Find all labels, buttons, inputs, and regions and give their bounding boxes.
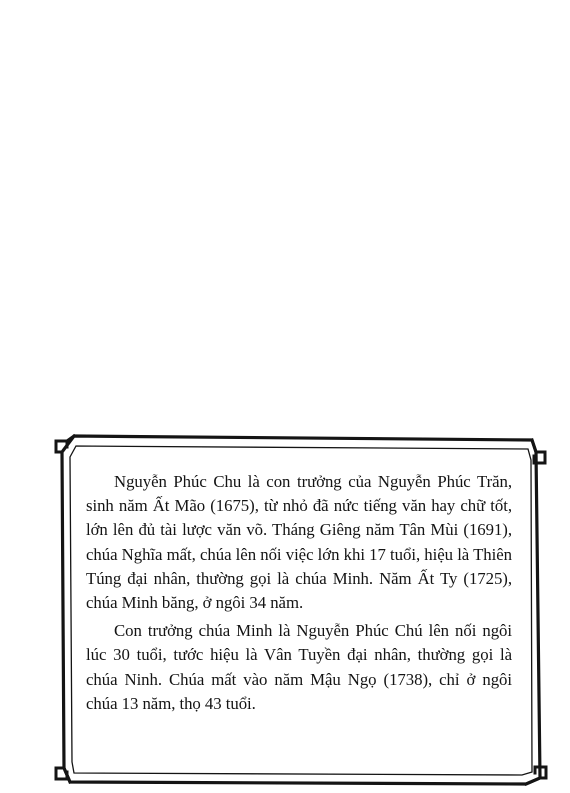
frame-corner-bottom-left — [56, 768, 70, 782]
text-box — [86, 470, 512, 716]
paragraph-chua-ninh: Con trưởng chúa Minh là Nguyễn Phúc Chú lên nối ngôi lúc 30 tuổi, tước hiệu là Vân Tuyền đại nhân, thường gọi là chúa Ninh. Chúa mất vào năm Mậu Ngọ (1738), chỉ ở ngôi chúa 13 năm, thọ 43 tuổi. — [86, 621, 512, 713]
frame-corner-top-right — [532, 440, 545, 463]
paragraph-chua-minh: Nguyễn Phúc Chu là con trưởng của Nguyễn Phúc Trăn, sinh năm Ất Mão (1675), từ nhỏ đã nức tiếng văn hay chữ tốt, lớn lên đủ tài lược văn võ. Tháng Giêng năm Tân Mùi (1691), chúa Nghĩa mất, chúa lên nối việc lớn khi 17 tuổi, hiệu là Thiên Túng đại nhân, thường gọi là chúa Minh. Năm Ất Ty (1725), chúa Minh băng, ở ngôi 34 năm. — [86, 472, 512, 613]
